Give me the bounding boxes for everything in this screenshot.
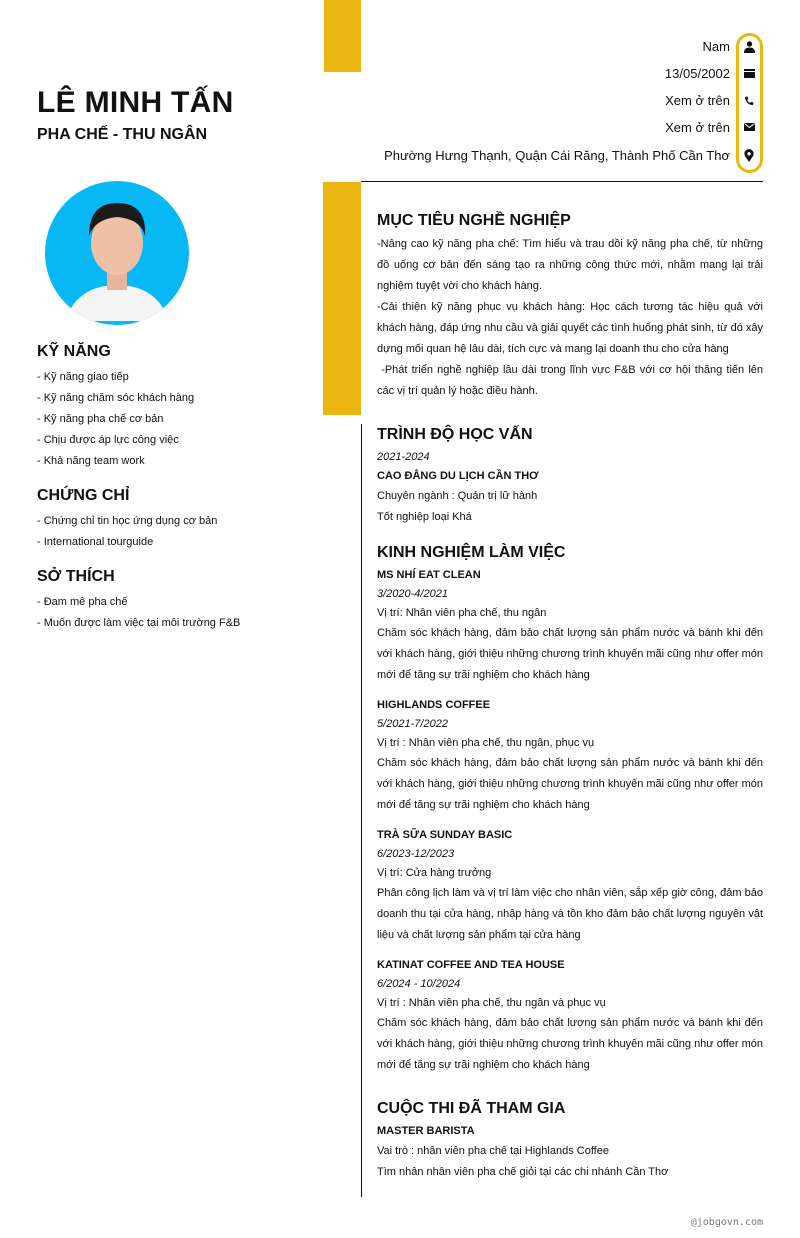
- objective-section: [377, 212, 767, 402]
- work-period: 5/2021-7/2022: [377, 718, 448, 730]
- contact-email: Xem ở trên: [665, 120, 730, 135]
- education-heading: TRÌNH ĐỘ HỌC VẤN: [377, 426, 533, 443]
- work-description: Chăm sóc khách hàng, đảm bảo chất lượng sản phẩm nước và bánh khi đến với khách hàng, giới thiệu những chương trình khuyến mãi cũng như offer món mới để tăng sự trãi nghiệm cho khách hàng: [377, 757, 763, 811]
- objective-paragraph: -Phát triển nghề nghiệp lâu dài trong lĩnh vực F&B với cơ hội thăng tiến lên các vị trí quản lý hoặc điều hành.: [377, 364, 767, 397]
- contests-heading: CUỘC THI ĐÃ THAM GIA: [377, 1100, 566, 1117]
- contest-name: MASTER BARISTA: [377, 1125, 475, 1137]
- certificates-heading: CHỨNG CHỈ: [37, 487, 130, 504]
- candidate-name: LÊ MINH TẤN: [37, 86, 234, 119]
- education-period: 2021-2024: [377, 451, 430, 463]
- education-section: [377, 426, 763, 528]
- contest-description: Tìm nhân nhân viên pha chế giỏi tại các chi nhánh Cần Thơ: [377, 1166, 669, 1178]
- watermark: @jobgovn.com: [690, 1217, 763, 1228]
- objective-paragraph: -Nâng cao kỹ năng pha chế: Tìm hiểu và trau dồi kỹ năng pha chế, từ những đồ uống cơ bản đến sáng tạo ra những công thức mới, nhằm mang lại trải nghiệm tuyệt vời cho khách hàng.: [377, 238, 763, 292]
- list-item: - Khả năng team work: [37, 455, 145, 467]
- contact-gender: Nam: [702, 39, 730, 54]
- work-period: 6/2024 - 10/2024: [377, 978, 461, 990]
- work-position: Vị trí : Nhân viên pha chế, thu ngân, phục vụ: [377, 737, 595, 749]
- phone-icon: [743, 95, 755, 107]
- experience-entry: [377, 566, 763, 686]
- objective-paragraph: -Cải thiện kỹ năng phục vụ khách hàng: Học cách tương tác hiệu quả với khách hàng, đáp ứng nhu cầu và giải quyết các tình huống phát sinh, từ đó xây dựng mối quan hệ lâu dài, tích cực và mang lại doanh thu cho cửa hàng: [377, 301, 763, 355]
- skills-section: [37, 343, 307, 472]
- contests-section: [377, 1100, 763, 1183]
- education-grade: Tốt nghiệp loại Khá: [377, 511, 472, 523]
- experience-entry: [377, 956, 763, 1076]
- company-name: HIGHLANDS COFFEE: [377, 699, 491, 711]
- contact-phone: Xem ở trên: [665, 93, 730, 108]
- contact-birthdate: 13/05/2002: [664, 66, 730, 81]
- company-name: KATINAT COFFEE AND TEA HOUSE: [377, 959, 565, 971]
- hobbies-section: [37, 568, 307, 634]
- work-position: Vị trí : Nhân viên pha chế, thu ngân và phục vụ: [377, 997, 606, 1009]
- experience-section: [377, 544, 763, 1086]
- job-title: PHA CHẾ - THU NGÂN: [37, 126, 208, 143]
- work-period: 3/2020-4/2021: [377, 588, 448, 600]
- list-item: - Chứng chỉ tin học ứng dụng cơ bản: [37, 515, 218, 527]
- work-description: Chăm sóc khách hàng, đảm bảo chất lượng sản phẩm nước và bánh khi đến với khách hàng, giới thiệu những chương trình khuyến mãi cũng như offer món mới để tăng sự trãi nghiệm cho khách hàng: [377, 1017, 763, 1071]
- work-period: 6/2023-12/2023: [377, 848, 455, 860]
- list-item: - Kỹ năng giao tiếp: [37, 371, 129, 383]
- list-item: - International tourguide: [37, 536, 154, 548]
- experience-heading: KINH NGHIỆM LÀM VIỆC: [377, 544, 566, 561]
- experience-entry: [377, 696, 763, 816]
- list-item: - Kỹ năng chăm sóc khách hàng: [37, 392, 195, 404]
- list-item: - Kỹ năng pha chế cơ bản: [37, 413, 164, 425]
- contest-role: Vai trò : nhân viên pha chế tại Highlands Coffee: [377, 1145, 609, 1157]
- divider-vertical: [361, 424, 362, 1197]
- list-item: - Đam mê pha chế: [37, 596, 128, 608]
- list-item: - Chịu được áp lực công việc: [37, 434, 179, 446]
- education-school: CAO ĐẲNG DU LỊCH CẦN THƠ: [377, 470, 539, 482]
- experience-entry: [377, 826, 763, 946]
- divider-horizontal: [361, 181, 763, 182]
- company-name: MS NHÍ EAT CLEAN: [377, 569, 481, 581]
- avatar: [45, 181, 189, 325]
- objective-heading: MỤC TIÊU NGHỀ NGHIỆP: [377, 212, 571, 229]
- work-position: Vị trí: Cửa hàng trưởng: [377, 867, 492, 879]
- skills-heading: KỸ NĂNG: [37, 343, 111, 360]
- list-item: - Muốn được làm việc tại môi trường F&B: [37, 617, 241, 629]
- accent-bar-top: [324, 0, 361, 72]
- certificates-section: [37, 487, 307, 553]
- work-description: Chăm sóc khách hàng, đảm bảo chất lượng sản phẩm nước và bánh khi đến với khách hàng, giới thiệu những chương trình khuyến mãi cũng như offer món mới để tăng sự trãi nghiệm cho khách hàng: [377, 627, 763, 681]
- accent-bar-middle: [323, 182, 361, 415]
- person-icon: [743, 41, 755, 53]
- mail-icon: [743, 121, 755, 133]
- education-major: Chuyên ngành : Quản trị lữ hành: [377, 490, 538, 502]
- work-position: Vị trí: Nhân viên pha chế, thu ngân: [377, 607, 547, 619]
- location-icon: [743, 149, 755, 161]
- contact-address: Phường Hưng Thạnh, Quận Cái Răng, Thành Phố Cần Thơ: [384, 148, 730, 163]
- company-name: TRÀ SỮA SUNDAY BASIC: [377, 829, 513, 841]
- work-description: Phân công lịch làm và vị trí làm việc cho nhân viên, sắp xếp giờ công, đảm bảo doanh thu tại cửa hàng, nhập hàng và tồn kho đảm bảo chất lượng nguyên vật liệu và chất lượng sản phẩm tại cửa hàng: [377, 887, 763, 941]
- calendar-icon: [743, 67, 755, 79]
- hobbies-heading: SỞ THÍCH: [37, 568, 115, 585]
